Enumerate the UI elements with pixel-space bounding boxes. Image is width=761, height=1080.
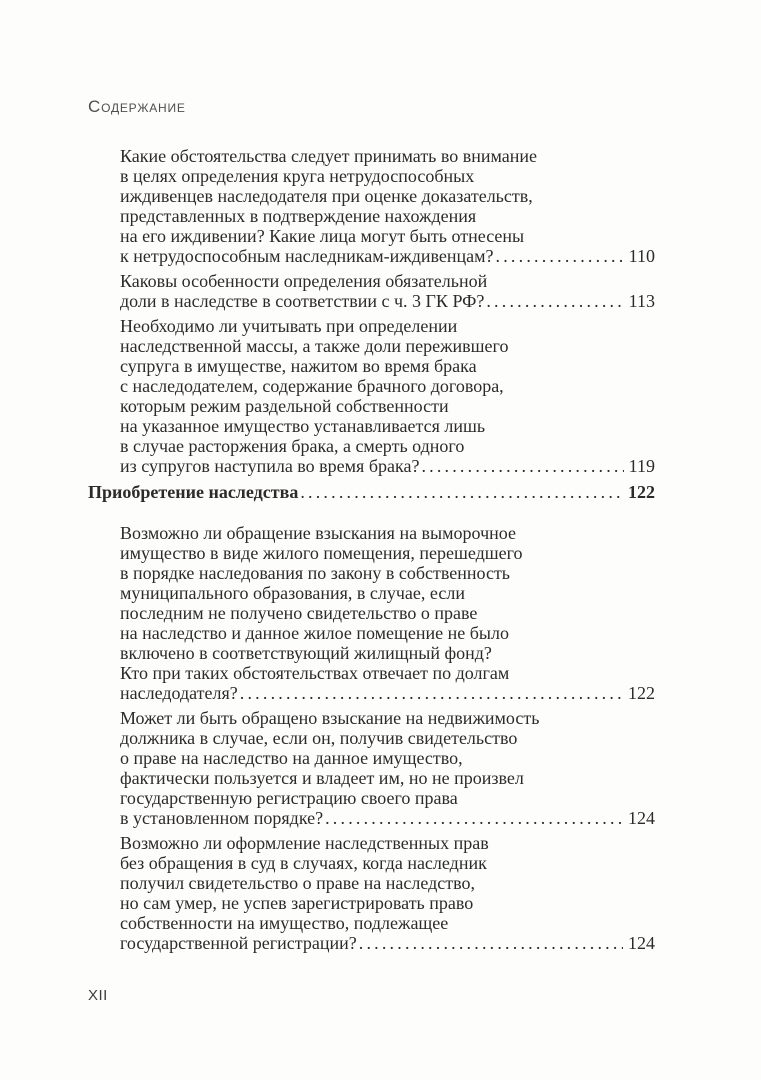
toc-line-text: из супругов наступила во время брака? — [120, 456, 420, 476]
toc-line: Может ли быть обращено взыскание на недвижимость — [120, 708, 540, 728]
toc-line: фактически пользуется и владеет им, но не произвел — [120, 768, 524, 788]
toc-line: Необходимо ли учитывать при определении — [120, 316, 458, 336]
folio-page-number: XII — [88, 987, 108, 1004]
toc-line — [88, 481, 655, 504]
toc-line: Кто при таких обстоятельствах отвечает по долгам — [120, 663, 510, 683]
toc-line: государственную регистрацию своего права — [120, 788, 458, 808]
dot-leader — [300, 481, 623, 504]
toc-line: должника в случае, если он, получив свидетельство — [120, 728, 518, 748]
toc-line: в целях определения круга нетрудоспособных — [120, 166, 475, 186]
toc-line: последним не получено свидетельство о праве — [120, 603, 478, 623]
toc-line: в случае расторжения брака, а смерть одного — [120, 436, 465, 456]
page-number: 110 — [628, 246, 655, 266]
toc-line: с наследодателем, содержание брачного договора, — [120, 376, 504, 396]
toc-line-text: государственной регистрации? — [120, 933, 357, 953]
page-number: 113 — [628, 291, 655, 311]
toc-line: супруга в имуществе, нажитом во время брака — [120, 356, 477, 376]
toc-line-text: доли в наследстве в соответствии с ч. 3 ГК РФ? — [120, 291, 485, 311]
toc-line — [120, 683, 655, 703]
dot-leader — [359, 933, 623, 953]
toc-line: имущество в виде жилого помещения, перешедшего — [120, 543, 523, 563]
toc-line: о праве на наследство на данное имущество, — [120, 748, 463, 768]
page-number: 124 — [628, 808, 655, 828]
toc-line: получил свидетельство о праве на наследство, — [120, 873, 475, 893]
toc-question-entry — [88, 271, 655, 311]
page-number: 122 — [628, 683, 655, 703]
toc-list — [88, 146, 655, 958]
toc-line-text: Приобретение наследства — [88, 482, 299, 502]
toc-line: иждивенцев наследодателя при оценке доказательств, — [120, 186, 533, 206]
page-number: 124 — [628, 933, 655, 953]
toc-line: на наследство и данное жилое помещение не было — [120, 623, 510, 643]
toc-line: но сам умер, не успев зарегистрировать право — [120, 893, 474, 913]
toc-line — [120, 933, 655, 953]
toc-line-text: в установленном порядке? — [120, 808, 324, 828]
dot-leader — [421, 456, 623, 476]
toc-line: Какие обстоятельства следует принимать во внимание — [120, 146, 538, 166]
toc-line: Возможно ли обращение взыскания на выморочное — [120, 523, 516, 543]
toc-line: на указанное имущество устанавливается лишь — [120, 416, 486, 436]
toc-line: включено в соответствующий жилищный фонд? — [120, 643, 492, 663]
toc-line: в порядке наследования по закону в собственность — [120, 563, 511, 583]
toc-line: наследственной массы, а также доли пережившего — [120, 336, 509, 356]
page-number: 122 — [628, 482, 655, 502]
toc-question-entry — [88, 833, 655, 953]
dot-leader — [486, 291, 623, 311]
dot-leader — [240, 683, 623, 703]
toc-line: на его иждивении? Какие лица могут быть отнесены — [120, 226, 525, 246]
toc-line-text: к нетрудоспособным наследникам-иждивенцам? — [120, 246, 494, 266]
toc-question-entry — [88, 316, 655, 476]
toc-line: представленных в подтверждение нахождения — [120, 206, 477, 226]
running-head: Содержание — [88, 97, 186, 116]
dot-leader — [496, 246, 624, 266]
toc-question-entry — [88, 523, 655, 703]
toc-line — [120, 456, 655, 476]
toc-line — [120, 246, 655, 266]
toc-line: собственности на имущество, подлежащее — [120, 913, 449, 933]
toc-line-text: наследодателя? — [120, 683, 238, 703]
toc-question-entry — [88, 708, 655, 828]
toc-line: Возможно ли оформление наследственных прав — [120, 833, 489, 853]
toc-line: без обращения в суд в случаях, когда наследник — [120, 853, 487, 873]
toc-section-heading — [88, 481, 655, 504]
toc-question-entry — [88, 146, 655, 266]
page-number: 119 — [628, 456, 655, 476]
toc-line — [120, 291, 655, 311]
toc-line — [120, 808, 655, 828]
toc-line: которым режим раздельной собственности — [120, 396, 449, 416]
toc-line: Каковы особенности определения обязательной — [120, 271, 488, 291]
toc-line: муниципального образования, в случае, если — [120, 583, 465, 603]
dot-leader — [325, 808, 623, 828]
